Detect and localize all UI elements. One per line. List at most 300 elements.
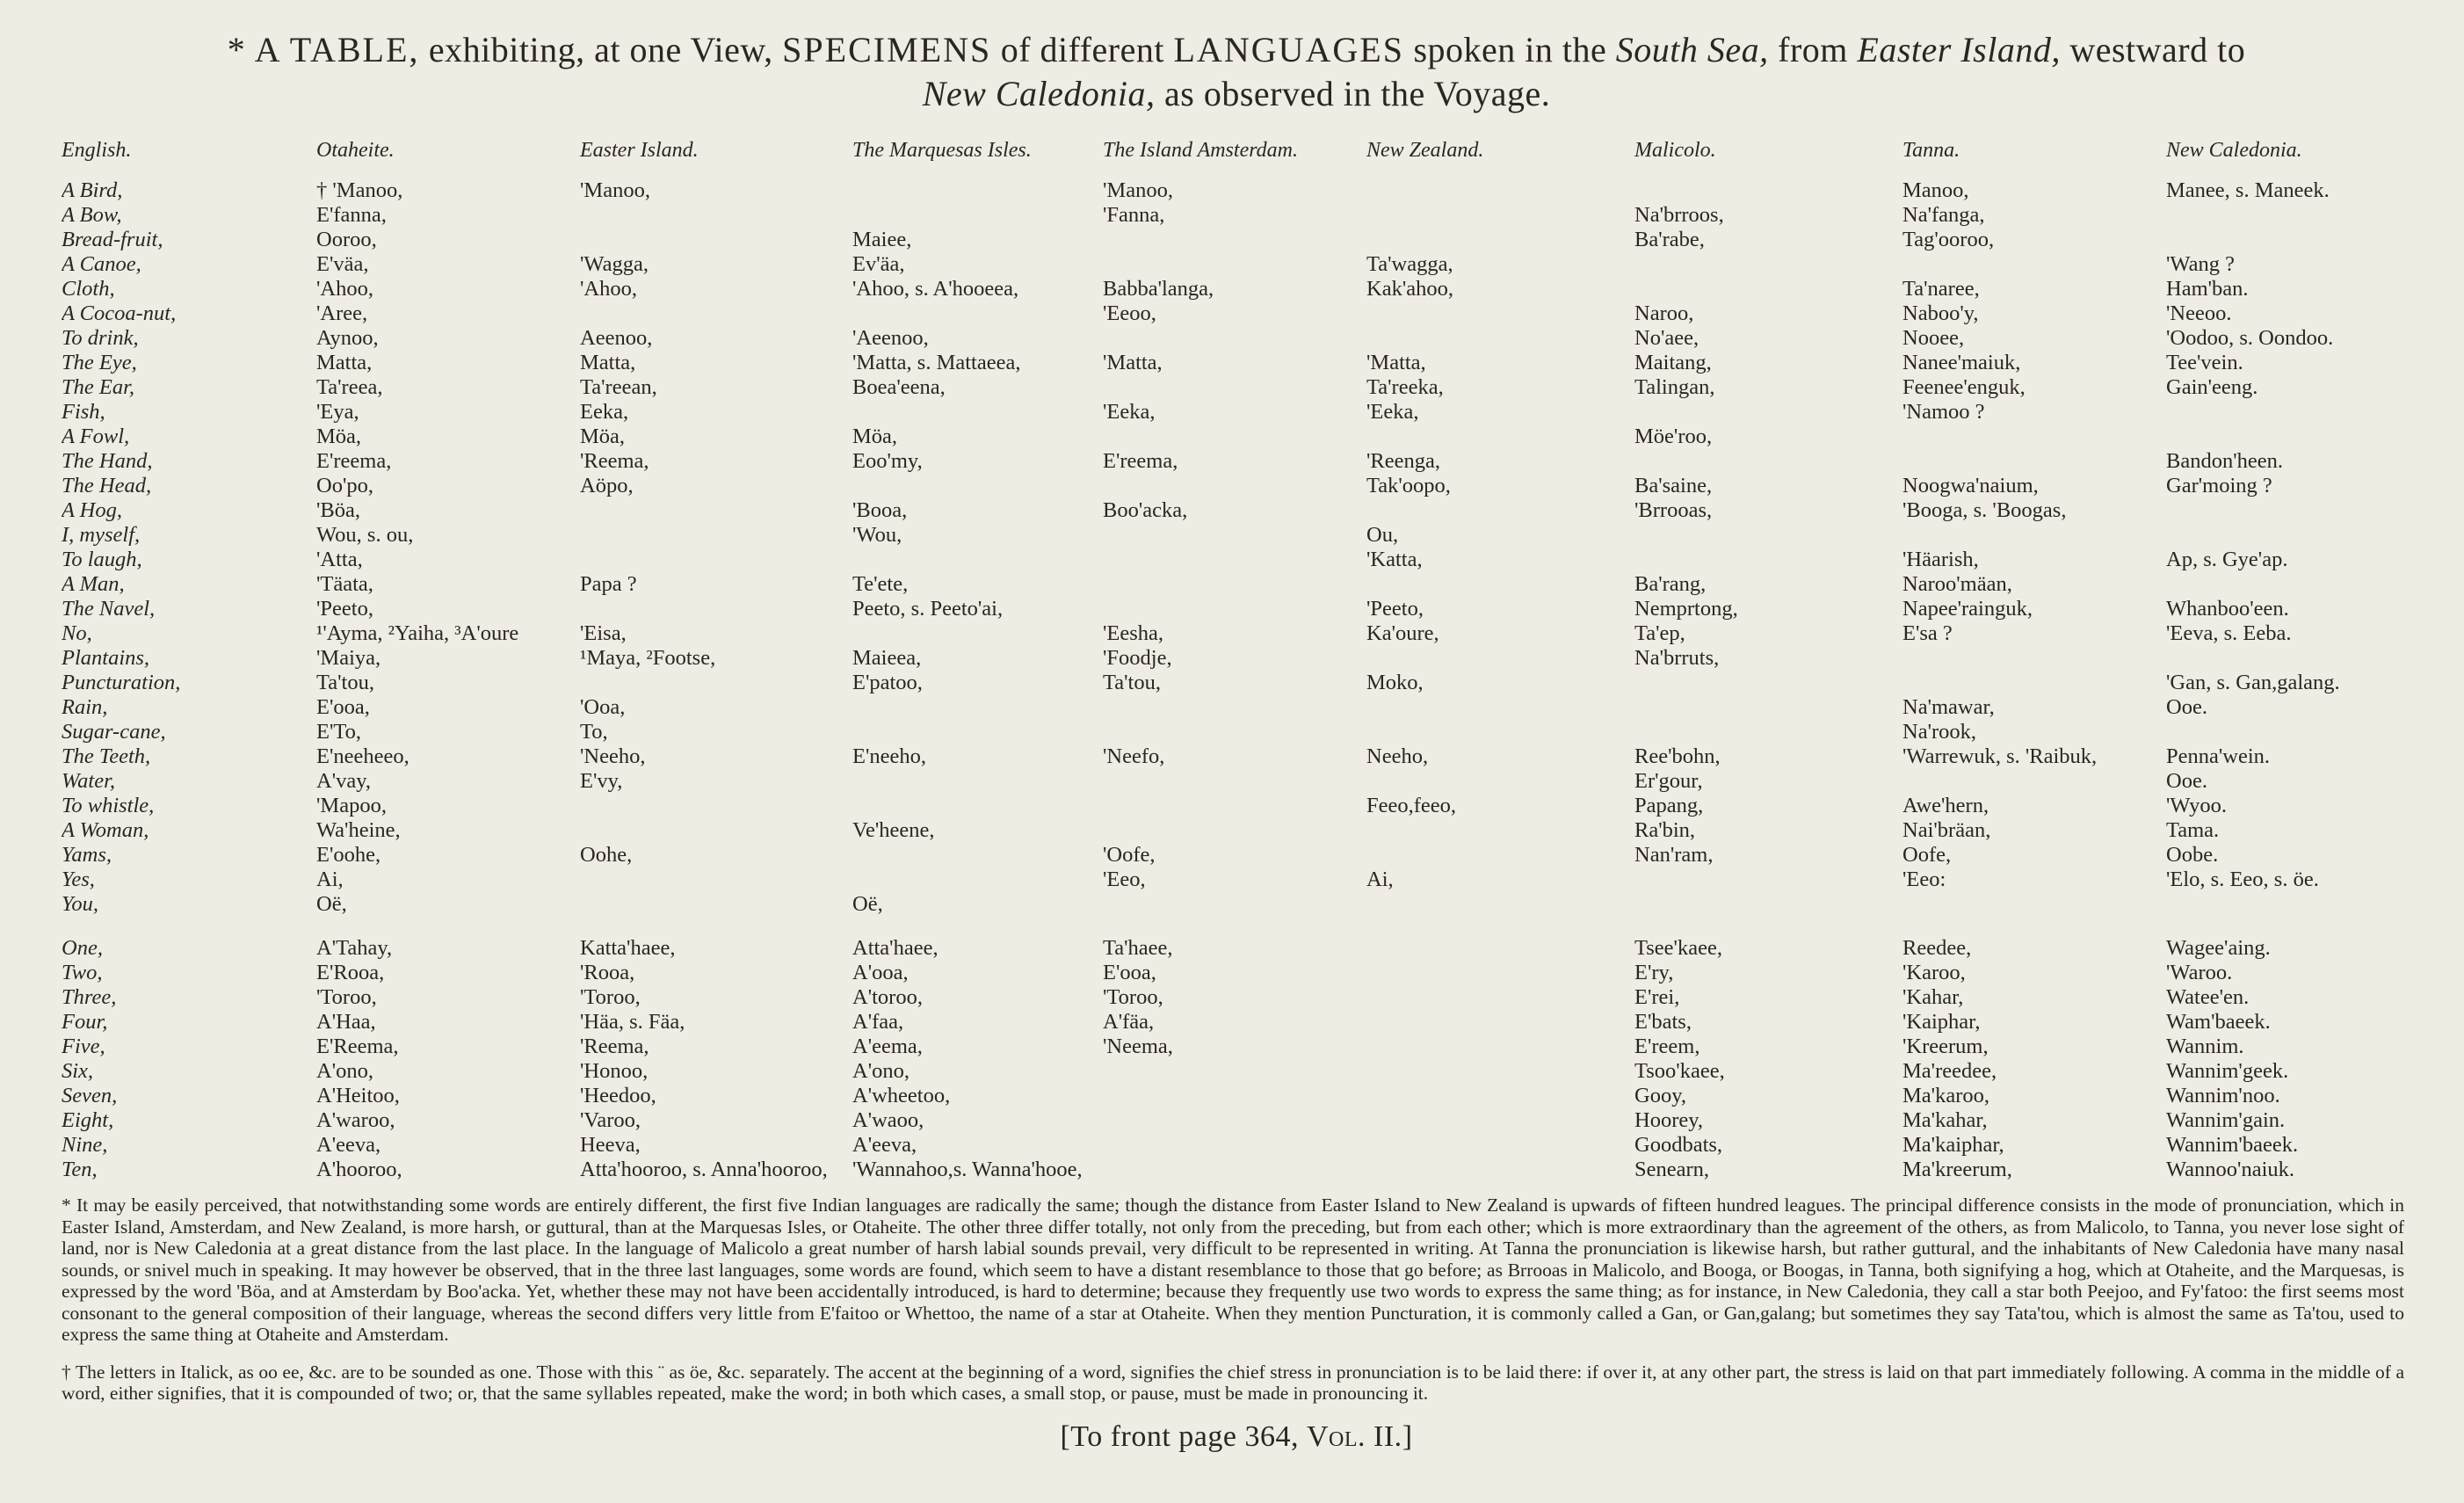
translation-cell <box>2166 498 2425 523</box>
english-word-cell: Five, <box>62 1035 105 1058</box>
translation-cell: Tsee'kaee, <box>1634 936 1722 960</box>
translation-cell: E'reema, <box>316 449 392 473</box>
translation-cell: E'reem, <box>1634 1035 1700 1058</box>
translation-cell: 'Wannahoo,s. Wanna'hooe, <box>852 1158 1083 1181</box>
translation-cell <box>2166 523 2425 548</box>
translation-cell: A'Heitoo, <box>316 1084 400 1107</box>
english-word-cell: The Teeth, <box>62 744 151 768</box>
translation-cell: Papang, <box>1634 794 1704 817</box>
translation-cell <box>1103 1133 1366 1158</box>
table-row <box>62 178 2425 203</box>
translation-cell <box>1902 523 2166 548</box>
translation-cell: 'Reenga, <box>1366 449 1441 473</box>
page-reference-text: [To front page 364, <box>1060 1420 1307 1453</box>
translation-cell: A'faa, <box>852 1010 904 1034</box>
numeral-row <box>62 985 2425 1010</box>
translation-cell <box>852 769 1103 794</box>
translation-cell: Ooroo, <box>316 228 377 251</box>
translation-cell: A'ono, <box>852 1059 910 1083</box>
translation-cell <box>580 794 852 818</box>
english-word-cell: The Head, <box>62 474 152 497</box>
translation-cell <box>1902 892 2166 917</box>
translation-cell: Gar'moing ? <box>2166 474 2272 497</box>
translation-cell: 'Warrewuk, s. 'Raibuk, <box>1902 744 2098 768</box>
column-header: Easter Island. <box>580 139 699 162</box>
title-part7: South Sea, <box>1615 30 1769 69</box>
table-row <box>62 375 2425 400</box>
translation-cell: 'Ahoo, <box>316 277 373 301</box>
translation-cell: Ooe. <box>2166 769 2207 793</box>
translation-cell: 'Aree, <box>316 301 368 325</box>
translation-cell <box>1634 523 1902 548</box>
translation-cell: Ta'wagga, <box>1366 252 1453 276</box>
translation-cell <box>1366 228 1634 252</box>
translation-cell: Ree'bohn, <box>1634 744 1721 768</box>
translation-cell: † 'Manoo, <box>316 178 403 202</box>
translation-cell: Maitang, <box>1634 351 1712 374</box>
translation-cell <box>1366 769 1634 794</box>
translation-cell: Katta'haee, <box>580 936 676 960</box>
numeral-row <box>62 1010 2425 1035</box>
translation-cell: Neeho, <box>1366 744 1429 768</box>
translation-cell: 'Reema, <box>580 1035 649 1058</box>
translation-cell: Babba'langa, <box>1103 277 1214 301</box>
translation-cell: 'Matta, s. Mattaeea, <box>852 351 1021 374</box>
numeral-row <box>62 961 2425 985</box>
translation-cell <box>1366 720 1634 744</box>
table-row <box>62 695 2425 720</box>
english-word-cell: A Fowl, <box>62 425 130 448</box>
translation-cell: Penna'wein. <box>2166 744 2271 768</box>
translation-cell: Naroo'mäan, <box>1902 572 2012 596</box>
translation-cell: Möa, <box>852 425 898 448</box>
translation-cell <box>580 892 852 917</box>
translation-cell: Atta'haee, <box>852 936 938 960</box>
title-part10: westward to <box>2060 30 2246 69</box>
column-header: Tanna. <box>1902 139 1960 162</box>
english-word-cell: A Canoe, <box>62 252 141 276</box>
translation-cell <box>1366 1084 1634 1108</box>
translation-cell: 'Neema, <box>1103 1035 1173 1058</box>
translation-cell <box>1103 597 1366 621</box>
translation-cell: 'Neefo, <box>1103 744 1165 768</box>
english-word-cell: To laugh, <box>62 548 142 571</box>
translation-cell: Ta'naree, <box>1902 277 1980 301</box>
translation-cell: E'oohe, <box>316 843 381 867</box>
translation-cell: Wa'heine, <box>316 818 401 842</box>
table-row <box>62 671 2425 695</box>
translation-cell: Gain'eeng. <box>2166 375 2258 399</box>
translation-cell <box>1366 646 1634 671</box>
translation-cell: 'Eesha, <box>1103 621 1164 645</box>
translation-cell: 'Eya, <box>316 400 359 424</box>
translation-cell <box>1366 203 1634 228</box>
english-word-cell: Nine, <box>62 1133 108 1157</box>
translation-cell: 'Wagga, <box>580 252 649 276</box>
title-part3: SPECIMENS <box>782 30 992 69</box>
translation-cell: Ma'kreerum, <box>1902 1158 2012 1181</box>
translation-cell: Atta'hooroo, s. Anna'hooroo, <box>580 1158 828 1181</box>
translation-cell: Tag'ooroo, <box>1902 228 1995 251</box>
title-part1: A TABLE, <box>254 30 420 69</box>
translation-cell <box>1103 720 1366 744</box>
translation-cell <box>1634 400 1902 425</box>
table-row <box>62 892 2425 917</box>
translation-cell <box>1103 474 1366 498</box>
translation-cell: 'Kreerum, <box>1902 1035 1989 1058</box>
table-row <box>62 498 2425 523</box>
translation-cell <box>1366 936 1634 961</box>
translation-cell: 'Eeka, <box>1103 400 1156 424</box>
english-word-cell: The Navel, <box>62 597 156 621</box>
translation-cell: E'fanna, <box>316 203 387 227</box>
translation-cell: E'rei, <box>1634 985 1680 1009</box>
translation-cell <box>1103 548 1366 572</box>
translation-cell: 'Matta, <box>1103 351 1163 374</box>
footnote-asterisk: * It may be easily perceived, that notwithstanding some words are entirely different, the first five Indian languages are radically the same; though the distance from Easter Island to New Zealand is upwards of fifteen hundred leagues. The principal difference consists in the mode of pronunciation, which in Easter Island, Amsterdam, and New Zealand, is more harsh, or guttural, than at the Marquesas Isles, or Otaheite. The other three differ totally, not only from the preceding, but from each other; which is more extraordinary than the agreement of the others, as from Malicolo, to Tanna, you never lose sight of land, nor is New Caledonia at a great distance from the last place. In the language of Malicolo a great number of harsh labial sounds prevail, very difficult to be represented in writing. At Tanna the pronunciation is likewise harsh, but rather guttural, and the inhabitants of New Caledonia have many nasal sounds, or snivel much in speaking. It may however be observed, that in the three last languages, some words are found, which seem to have a distant resemblance to those that go before; as Brrooas in Malicolo, and Booga, or Boogas, in Tanna, both signifying a hog, which at Otaheite, and the Marquesas, is expressed by the word 'Böa, and at Amsterdam by Boo'acka. Yet, whether these may not have been accidentally introduced, is hard to determine; because they frequently use two words to express the same thing; as for instance, in New Caledonia, they call a star both Peejoo, and Fy'fatoo: the first seems most consonant to the general composition of their language, whereas the second differs very little from E'faitoo or Whettoo, the name of a star at Otaheite. When they mention Puncturation, it is commonly called a Gan, or Gan,galang; but sometimes they say Tata'tou, which is almost the same as Ta'tou, used to express the same thing at Otaheite and Amsterdam. <box>62 1194 2404 1345</box>
english-word-cell: Puncturation, <box>62 671 181 694</box>
title-marker: * <box>227 30 246 69</box>
translation-cell: Ta'reea, <box>316 375 383 399</box>
translation-cell: 'Booga, s. 'Boogas, <box>1902 498 2067 522</box>
translation-cell: Manee, s. Maneek. <box>2166 178 2330 202</box>
translation-cell <box>2166 425 2425 449</box>
numeral-row <box>62 1059 2425 1084</box>
translation-cell: Ap, s. Gye'ap. <box>2166 548 2288 571</box>
translation-cell <box>1634 548 1902 572</box>
translation-cell: 'Honoo, <box>580 1059 649 1083</box>
translation-cell <box>580 868 852 892</box>
column-header: English. <box>62 139 132 162</box>
translation-cell <box>1902 671 2166 695</box>
translation-cell: Papa ? <box>580 572 637 596</box>
translation-cell <box>580 301 852 326</box>
table-row <box>62 252 2425 277</box>
translation-cell: Talingan, <box>1634 375 1715 399</box>
translation-cell <box>1103 818 1366 843</box>
translation-cell: 'Fanna, <box>1103 203 1165 227</box>
translation-cell: E'sa ? <box>1902 621 1953 645</box>
translation-cell <box>2166 892 2425 917</box>
translation-cell: E'Rooa, <box>316 961 385 984</box>
translation-cell <box>1366 695 1634 720</box>
numeral-row <box>62 1108 2425 1133</box>
table-row <box>62 818 2425 843</box>
translation-cell <box>1366 961 1634 985</box>
english-word-cell: Three, <box>62 985 117 1009</box>
english-word-cell: A Bow, <box>62 203 122 227</box>
translation-cell: Oë, <box>852 892 883 916</box>
translation-cell: 'Neeho, <box>580 744 646 768</box>
translation-cell <box>1366 1133 1634 1158</box>
english-word-cell: To whistle, <box>62 794 155 817</box>
numeral-row <box>62 1084 2425 1108</box>
translation-cell: Bandon'heen. <box>2166 449 2284 473</box>
table-row <box>62 744 2425 769</box>
translation-cell <box>852 621 1103 646</box>
table-row <box>62 868 2425 892</box>
translation-cell <box>1103 1158 1366 1182</box>
translation-cell <box>1366 178 1634 203</box>
column-header: New Zealand. <box>1366 139 1484 162</box>
translation-cell <box>1634 695 1902 720</box>
translation-cell <box>1103 1108 1366 1133</box>
translation-cell <box>1366 818 1634 843</box>
translation-cell: Watee'en. <box>2166 985 2250 1009</box>
translation-cell: Wou, s. ou, <box>316 523 414 547</box>
english-word-cell: Cloth, <box>62 277 115 301</box>
translation-cell: Er'gour, <box>1634 769 1703 793</box>
translation-cell <box>1634 892 1902 917</box>
translation-cell: Ma'kaiphar, <box>1902 1133 2004 1157</box>
translation-cell: Nemprtong, <box>1634 597 1738 621</box>
translation-cell: 'Böa, <box>316 498 361 522</box>
translation-cell: 'Mapoo, <box>316 794 387 817</box>
english-word-cell: Two, <box>62 961 103 984</box>
translation-cell: Na'rook, <box>1902 720 1977 744</box>
translation-cell <box>1103 572 1366 597</box>
translation-cell: A'Haa, <box>316 1010 376 1034</box>
english-word-cell: Four, <box>62 1010 108 1034</box>
translation-cell: Na'brroos, <box>1634 203 1724 227</box>
table-row <box>62 449 2425 474</box>
translation-cell <box>1634 868 1902 892</box>
translation-cell: A'waoo, <box>852 1108 924 1132</box>
translation-cell: Ai, <box>316 868 344 891</box>
translation-cell: 'Kahar, <box>1902 985 1964 1009</box>
translation-cell <box>852 301 1103 326</box>
english-word-cell: A Bird, <box>62 178 123 202</box>
translation-cell: 'Kaiphar, <box>1902 1010 1981 1034</box>
column-header: The Island Amsterdam. <box>1103 139 1298 162</box>
translation-cell: Maiee, <box>852 228 912 251</box>
translation-cell <box>1366 301 1634 326</box>
translation-cell: 'Foodje, <box>1103 646 1172 670</box>
translation-cell: 'Wou, <box>852 523 902 547</box>
translation-cell <box>1366 425 1634 449</box>
translation-cell: Kak'ahoo, <box>1366 277 1453 301</box>
translation-cell: Ve'heene, <box>852 818 935 842</box>
column-header: The Marquesas Isles. <box>852 139 1032 162</box>
numeral-row <box>62 1133 2425 1158</box>
translation-cell: Ta'ep, <box>1634 621 1685 645</box>
translation-cell: A'wheetoo, <box>852 1084 951 1107</box>
table-row <box>62 474 2425 498</box>
translation-cell: Ma'kahar, <box>1902 1108 1988 1132</box>
translation-cell: Te'ete, <box>852 572 909 596</box>
translation-cell: Boea'eena, <box>852 375 946 399</box>
translation-cell: Ai, <box>1366 868 1394 891</box>
table-row <box>62 769 2425 794</box>
column-header: New Caledonia. <box>2166 139 2302 162</box>
translation-cell: Wagee'aing. <box>2166 936 2271 960</box>
translation-cell: A'Tahay, <box>316 936 393 960</box>
spacer-cell <box>62 917 2425 936</box>
translation-cell: 'Brrooas, <box>1634 498 1713 522</box>
translation-cell: Tama. <box>2166 818 2220 842</box>
translation-cell <box>1634 720 1902 744</box>
translation-cell <box>2166 228 2425 252</box>
translation-cell: Reedee, <box>1902 936 1972 960</box>
translation-cell <box>580 228 852 252</box>
translation-cell <box>1902 449 2166 474</box>
translation-cell <box>1634 449 1902 474</box>
translation-cell: 'Häarish, <box>1902 548 1979 571</box>
translation-cell: 'Oodoo, s. Oondoo. <box>2166 326 2334 350</box>
translation-cell: Oobe. <box>2166 843 2219 867</box>
translation-cell <box>580 523 852 548</box>
translation-cell: 'Waroo. <box>2166 961 2233 984</box>
english-word-cell: Six, <box>62 1059 94 1083</box>
table-header-row <box>62 139 2425 178</box>
translation-cell: A'eeva, <box>852 1133 917 1157</box>
translation-cell: 'Häa, s. Fäa, <box>580 1010 685 1034</box>
translation-cell: Tak'oopo, <box>1366 474 1451 497</box>
translation-cell: Aynoo, <box>316 326 379 350</box>
translation-cell: 'Neeoo. <box>2166 301 2232 325</box>
english-word-cell: The Hand, <box>62 449 153 473</box>
translation-cell: E'Reema, <box>316 1035 399 1058</box>
table-row <box>62 203 2425 228</box>
languages-table <box>62 139 2425 1182</box>
translation-cell: 'Namoo ? <box>1902 400 1985 424</box>
translation-cell <box>852 474 1103 498</box>
volume-label: Vol. II. <box>1306 1420 1402 1453</box>
english-word-cell: A Hog, <box>62 498 122 522</box>
table-row <box>62 351 2425 375</box>
table-row <box>62 326 2425 351</box>
translation-cell <box>2166 400 2425 425</box>
translation-cell: Oohe, <box>580 843 633 867</box>
table-row <box>62 548 2425 572</box>
translation-cell: Ooe. <box>2166 695 2207 719</box>
translation-cell <box>852 203 1103 228</box>
translation-cell <box>852 843 1103 868</box>
translation-cell: Gooy, <box>1634 1084 1686 1107</box>
english-word-cell: I, myself, <box>62 523 141 547</box>
translation-cell: E'neeho, <box>852 744 927 768</box>
translation-cell: Naroo, <box>1634 301 1694 325</box>
footnote-dagger: † The letters in Italick, as oo ee, &c. are to be sounded as one. Those with this ¨ as öe, &c. separately. The accent at the beginning of a word, signifies the chief stress in pronunciation is to be laid there: if over it, at any other part, the stress is laid on that part immediately following. A comma in the middle of a word, either signifies, that it is compounded of two; or, that the same syllables repeated, make the word; in both which cases, a small stop, or pause, must be made in pronouncing it. <box>62 1361 2404 1404</box>
english-word-cell: Fish, <box>62 400 105 424</box>
translation-cell: 'Wyoo. <box>2166 794 2227 817</box>
table-row <box>62 523 2425 548</box>
translation-cell <box>580 597 852 621</box>
translation-cell <box>852 548 1103 572</box>
translation-cell: ¹'Ayma, ²Yaiha, ³A'oure <box>316 621 519 645</box>
translation-cell: No'aee, <box>1634 326 1699 350</box>
translation-cell: Ta'tou, <box>316 671 374 694</box>
english-word-cell: Sugar-cane, <box>62 720 166 744</box>
translation-cell <box>580 498 852 523</box>
translation-cell: E'ooa, <box>316 695 370 719</box>
table-row <box>62 425 2425 449</box>
translation-cell <box>852 868 1103 892</box>
translation-cell: Eeka, <box>580 400 629 424</box>
translation-cell: Wannim'geek. <box>2166 1059 2289 1083</box>
translation-cell: 'Ooa, <box>580 695 626 719</box>
translation-cell <box>1366 1010 1634 1035</box>
translation-cell: E'bats, <box>1634 1010 1692 1034</box>
translation-cell: 'Eeka, <box>1366 400 1419 424</box>
translation-cell: Möe'roo, <box>1634 425 1713 448</box>
translation-cell: 'Toroo, <box>1103 985 1163 1009</box>
translation-cell: Ba'saine, <box>1634 474 1713 497</box>
translation-cell: Peeto, s. Peeto'ai, <box>852 597 1004 621</box>
translation-cell: 'Peeto, <box>1366 597 1424 621</box>
translation-cell <box>1366 1035 1634 1059</box>
translation-cell: Nanee'maiuk, <box>1902 351 2021 374</box>
translation-cell: 'Aeenoo, <box>852 326 929 350</box>
translation-cell: 'Toroo, <box>316 985 377 1009</box>
translation-cell: A'hooroo, <box>316 1158 402 1181</box>
translation-cell: E'vy, <box>580 769 623 793</box>
translation-cell: E'To, <box>316 720 362 744</box>
translation-cell: Manoo, <box>1902 178 1969 202</box>
translation-cell: Awe'hern, <box>1902 794 1989 817</box>
translation-cell <box>1902 425 2166 449</box>
translation-cell <box>1634 277 1902 301</box>
english-word-cell: Water, <box>62 769 116 793</box>
english-word-cell: To drink, <box>62 326 139 350</box>
translation-cell <box>580 548 852 572</box>
english-word-cell: A Cocoa-nut, <box>62 301 177 325</box>
translation-cell: Oë, <box>316 892 347 916</box>
translation-cell: Noogwa'naium, <box>1902 474 2039 497</box>
translation-cell: 'Oofe, <box>1103 843 1156 867</box>
translation-cell: Heeva, <box>580 1133 641 1157</box>
english-word-cell: Yes, <box>62 868 95 891</box>
translation-cell: A'eema, <box>852 1035 923 1058</box>
numeral-row <box>62 1158 2425 1182</box>
english-word-cell: No, <box>62 621 92 645</box>
translation-cell <box>1103 375 1366 400</box>
translation-cell: Nooee, <box>1902 326 1965 350</box>
translation-cell <box>1634 252 1902 277</box>
translation-cell <box>1366 572 1634 597</box>
title-part9: Easter Island, <box>1857 30 2061 69</box>
table-row <box>62 572 2425 597</box>
translation-cell: A'toroo, <box>852 985 923 1009</box>
translation-cell <box>1103 1059 1366 1084</box>
translation-cell: 'Atta, <box>316 548 363 571</box>
translation-cell: Senearn, <box>1634 1158 1710 1181</box>
translation-cell: Wannoo'naiuk. <box>2166 1158 2295 1181</box>
translation-cell: 'Booa, <box>852 498 908 522</box>
translation-cell: Ba'rang, <box>1634 572 1707 596</box>
table-row <box>62 301 2425 326</box>
translation-cell: Ta'haee, <box>1103 936 1173 960</box>
translation-cell <box>1634 178 1902 203</box>
english-word-cell: Yams, <box>62 843 112 867</box>
translation-cell: A'eeva, <box>316 1133 381 1157</box>
table-row <box>62 277 2425 301</box>
translation-cell <box>1103 425 1366 449</box>
english-word-cell: The Ear, <box>62 375 135 399</box>
translation-cell: Ou, <box>1366 523 1399 547</box>
english-word-cell: You, <box>62 892 99 916</box>
translation-cell: Wannim'gain. <box>2166 1108 2286 1132</box>
translation-cell: To, <box>580 720 608 744</box>
translation-cell: Ma'karoo, <box>1902 1084 1989 1107</box>
english-word-cell: Eight, <box>62 1108 114 1132</box>
translation-cell <box>2166 720 2425 744</box>
title-part11: New Caledonia, <box>922 74 1156 113</box>
translation-cell: 'Täata, <box>316 572 373 596</box>
translation-cell <box>1366 326 1634 351</box>
table-body <box>62 178 2425 1182</box>
translation-cell <box>580 203 852 228</box>
